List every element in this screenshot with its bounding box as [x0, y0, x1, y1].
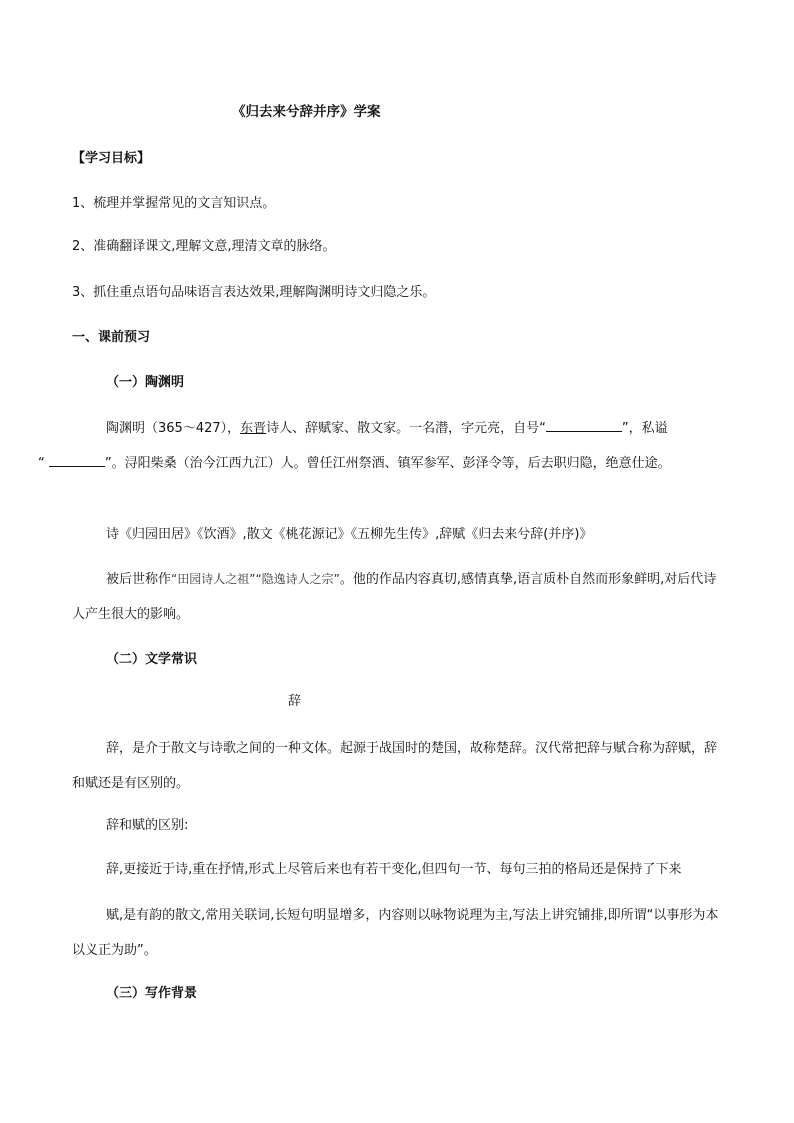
fill-blank-posthumous-name[interactable]	[49, 454, 105, 467]
legacy-quote: “田园诗人之祖”“隐逸诗人之宗”	[171, 572, 340, 586]
bio-paragraph	[38, 411, 724, 481]
ci-difference-line: 辞,更接近于诗,重在抒情,形式上尽管后来也有若干变化,但四句一节、每句三拍的格局还是保持了下来	[106, 862, 682, 877]
subsection-heading-background: （三）写作背景	[106, 986, 198, 1001]
page-title: 《归去来兮辞并序》学案	[232, 104, 381, 120]
objective-item-2: 2、准确翻译课文,理解文意,理清文章的脉络。	[72, 239, 336, 254]
works-line: 诗《归园田居》《饮酒》,散文《桃花源记》《五柳先生传》,辞赋《归去来兮辞(并序)》	[106, 527, 593, 542]
bio-text-4: “	[38, 456, 49, 471]
bio-text-2: 诗人、辞赋家、散文家。一名潜，字元亮，自号“	[266, 421, 546, 436]
bio-dynasty: 东晋	[240, 421, 267, 436]
subsection-heading-literary-knowledge: （二）文学常识	[106, 652, 198, 667]
ci-fu-difference-heading: 辞和赋的区别:	[106, 818, 189, 833]
legacy-text-2: 。他的作品内容真切,感情真挚,语言质朴自然而形象鲜明,对后代诗人产生很大的影响。	[72, 572, 717, 622]
fill-blank-self-name[interactable]	[546, 419, 622, 432]
legacy-paragraph	[72, 562, 724, 632]
legacy-text-1: 被后世称作	[106, 572, 172, 587]
fu-paragraph: 赋,是有韵的散文,常用关联词,长短句明显增多，内容则以咏物说理为主,写法上讲究铺排,即所谓“以事形为本以义正为助”。	[72, 908, 719, 958]
bio-text-1: 陶渊明（365～427），	[106, 421, 241, 436]
bio-text-5: ”。浔阳柴桑（治今江西九江）人。曾任江州祭酒、镇军参军、彭泽令等，后去职归隐，绝意仕途。	[104, 456, 671, 471]
section-heading-preview: 一、课前预习	[72, 330, 151, 345]
subsection-heading-tao-yuanming: （一）陶渊明	[106, 375, 185, 390]
objectives-heading: 【学习目标】	[72, 151, 151, 166]
bio-text-3: ”，私谥	[621, 421, 668, 436]
objective-item-3: 3、抓住重点语句品味语言表达效果,理解陶渊明诗文归隐之乐。	[72, 285, 436, 300]
ci-word-heading: 辞	[288, 694, 302, 709]
objective-item-1: 1、梳理并掌握常见的文言知识点。	[72, 196, 276, 211]
ci-paragraph: 辞，是介于散文与诗歌之间的一种文体。起源于战国时的楚国，故称楚辞。汉代常把辞与赋合称为辞赋，辞和赋还是有区别的。	[72, 741, 718, 791]
